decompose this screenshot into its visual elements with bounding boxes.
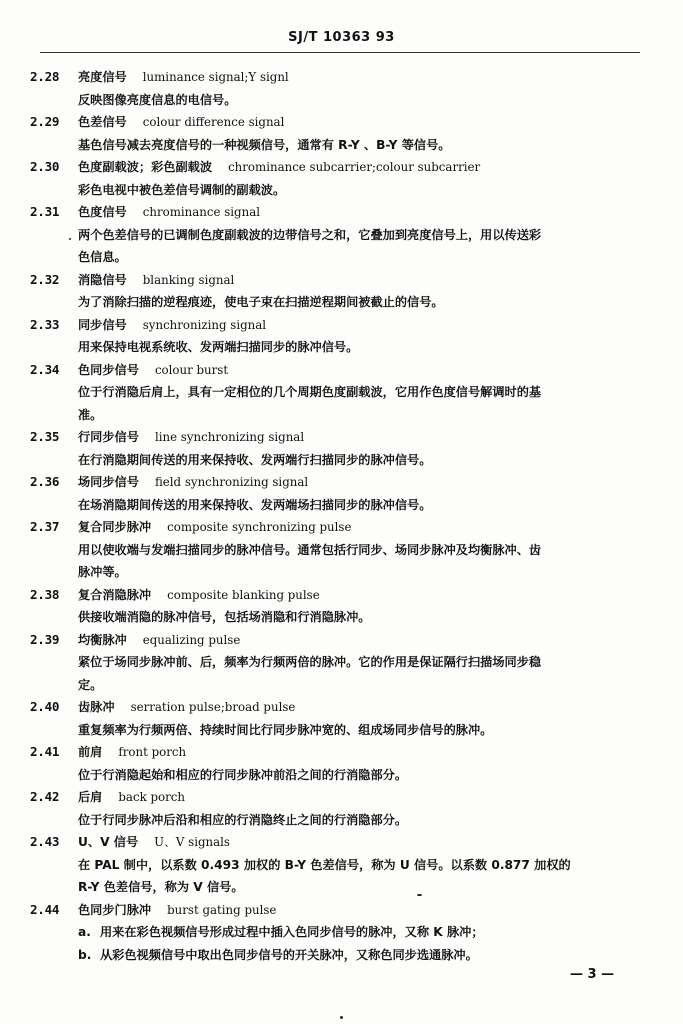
scan-speck — [340, 1016, 343, 1019]
term-english: line synchronizing signal — [154, 430, 305, 444]
term-definition: 位于行同步脉冲后沿和相应的行消隐终止之间的行消隐部分。 — [78, 812, 408, 827]
term-chinese: 亮度信号 — [78, 70, 127, 84]
term-definition: 重复频率为行频两倍、持续时间比行同步脉冲宽的、组成场同步信号的脉冲。 — [78, 722, 493, 737]
term-definition: 在行消隐期间传送的用来保持收、发两端行扫描同步的脉冲信号。 — [78, 452, 432, 467]
term-definition: 彩色电视中被色差信号调制的副载波。 — [78, 182, 286, 197]
term-entry-2-44 — [30, 899, 642, 967]
term-english: blanking signal — [142, 272, 235, 287]
term-list — [30, 66, 642, 966]
term-definition: 位于行消隐后肩上，具有一定相位的几个周期色度副载波，它用作色度信号解调时的基 — [78, 385, 542, 399]
term-number: 2.38 — [30, 586, 60, 602]
term-number: 2.37 — [30, 519, 60, 534]
term-english: colour difference signal — [142, 115, 285, 129]
term-definition-continued: 定。 — [78, 677, 103, 692]
term-number: 2.28 — [30, 69, 60, 84]
term-definition-continued: 色信息。 — [78, 250, 127, 264]
term-chinese: 色度副载波；彩色副载波 — [78, 160, 213, 174]
term-definition: 在 PAL 制中，以系数 0.493 加权的 B-Y 色差信号，称为 U 信号。以系数 0.877 加权的 — [78, 857, 571, 872]
term-entry-2-38 — [30, 584, 642, 629]
term-definition-continued: 准。 — [78, 407, 103, 422]
term-entry-2-42 — [30, 786, 642, 831]
term-chinese: 色同步信号 — [78, 362, 139, 377]
term-chinese: 齿脉冲 — [78, 700, 115, 714]
term-chinese: U、V 信号 — [78, 835, 139, 849]
term-entry-2-34 — [30, 359, 642, 427]
term-number: 2.39 — [30, 631, 60, 647]
term-english: field synchronizing signal — [154, 475, 309, 489]
term-definition-continued: R-Y 色差信号，称为 V 信号。 — [78, 880, 244, 894]
term-english: chrominance signal — [142, 205, 261, 219]
term-number: 2.44 — [30, 901, 60, 917]
term-chinese: 复合同步脉冲 — [78, 520, 152, 534]
term-entry-2-36 — [30, 471, 642, 516]
term-entry-2-41 — [30, 741, 642, 786]
term-entry-2-31 — [30, 201, 642, 269]
page-number: — 3 — — [570, 967, 615, 982]
term-definition: 两个色差信号的已调制色度副载波的边带信号之和，它叠加到亮度信号上，用以传送彩 — [78, 227, 542, 242]
term-entry-2-33 — [30, 314, 642, 359]
term-number: 2.34 — [30, 361, 60, 377]
term-entry-2-32 — [30, 269, 642, 314]
term-definition: 用以使收端与发端扫描同步的脉冲信号。通常包括行同步、场同步脉冲及均衡脉冲、齿 — [78, 542, 542, 557]
term-chinese: 消隐信号 — [78, 272, 127, 287]
term-definition: 位于行消隐起始和相应的行同步脉冲前沿之间的行消隐部分。 — [78, 767, 408, 782]
term-definition: 反映图像亮度信息的电信号。 — [78, 92, 237, 107]
term-english: composite blanking pulse — [167, 587, 320, 602]
item-text: 从彩色视频信号中取出色同步信号的开关脉冲，又称色同步选通脉冲。 — [100, 947, 478, 962]
term-number: 2.29 — [30, 114, 60, 129]
term-definition: 基色信号减去亮度信号的一种视频信号，通常有 R-Y 、B-Y 等信号。 — [78, 137, 451, 152]
term-english: colour burst — [154, 362, 229, 377]
term-number: 2.42 — [30, 789, 60, 804]
term-chinese: 色差信号 — [78, 115, 127, 129]
term-definition: 在场消隐期间传送的用来保持收、发两端场扫描同步的脉冲信号。 — [78, 497, 432, 512]
term-entry-2-40 — [30, 696, 642, 741]
item-label: b. — [78, 947, 92, 962]
header-rule — [40, 52, 640, 53]
term-english: synchronizing signal — [142, 317, 267, 332]
definition-item-b — [30, 944, 642, 967]
term-english: luminance signal;Y signl — [142, 70, 289, 84]
definition-item-a — [30, 921, 642, 944]
term-definition-continued: 脉冲等。 — [78, 565, 127, 579]
term-number: 2.41 — [30, 744, 60, 759]
term-entry-2-35 — [30, 426, 642, 471]
term-definition: 为了消除扫描的逆程痕迹，使电子束在扫描逆程期间被截止的信号。 — [78, 295, 444, 309]
term-chinese: 后肩 — [78, 790, 103, 804]
term-definition: 供接收端消隐的脉冲信号，包括场消隐和行消隐脉冲。 — [78, 610, 371, 624]
term-english: back porch — [118, 790, 185, 804]
scan-speck — [417, 894, 422, 896]
term-chinese: 前肩 — [78, 745, 103, 759]
term-english: equalizing pulse — [142, 632, 241, 647]
term-english: composite synchronizing pulse — [167, 520, 352, 534]
term-english: U、V signals — [154, 835, 230, 849]
term-entry-2-37 — [30, 516, 642, 584]
term-definition: 紧位于场同步脉冲前、后，频率为行频两倍的脉冲。它的作用是保证隔行扫描场同步稳 — [78, 655, 542, 669]
term-definition: 用来保持电视系统收、发两端扫描同步的脉冲信号。 — [78, 340, 359, 354]
term-chinese: 同步信号 — [78, 317, 127, 332]
term-entry-2-39 — [30, 629, 642, 697]
term-chinese: 复合消隐脉冲 — [78, 587, 152, 602]
term-number: 2.40 — [30, 699, 60, 714]
term-number: 2.36 — [30, 474, 60, 489]
term-chinese: 色度信号 — [78, 205, 127, 219]
term-chinese: 色同步门脉冲 — [78, 902, 152, 917]
term-english: burst gating pulse — [167, 902, 277, 917]
scan-speck — [69, 238, 71, 240]
term-chinese: 均衡脉冲 — [78, 632, 127, 647]
item-text: 用来在彩色视频信号形成过程中插入色同步信号的脉冲，又称 K 脉冲； — [100, 925, 484, 939]
term-entry-2-30 — [30, 156, 642, 201]
term-number: 2.31 — [30, 204, 60, 219]
term-chinese: 场同步信号 — [78, 475, 139, 489]
term-number: 2.30 — [30, 159, 60, 174]
term-entry-2-28 — [30, 66, 642, 111]
term-chinese: 行同步信号 — [78, 430, 139, 444]
term-english: front porch — [118, 745, 187, 759]
term-entry-2-29 — [30, 111, 642, 156]
item-label: a. — [78, 925, 91, 939]
term-entry-2-43 — [30, 831, 642, 899]
term-english: serration pulse;broad pulse — [130, 700, 296, 714]
term-number: 2.43 — [30, 834, 60, 849]
term-number: 2.33 — [30, 316, 60, 332]
term-number: 2.35 — [30, 429, 60, 444]
page-header: SJ/T 10363 93 — [288, 30, 395, 45]
term-english: chrominance subcarrier;colour subcarrier — [228, 160, 481, 174]
term-number: 2.32 — [30, 271, 60, 287]
